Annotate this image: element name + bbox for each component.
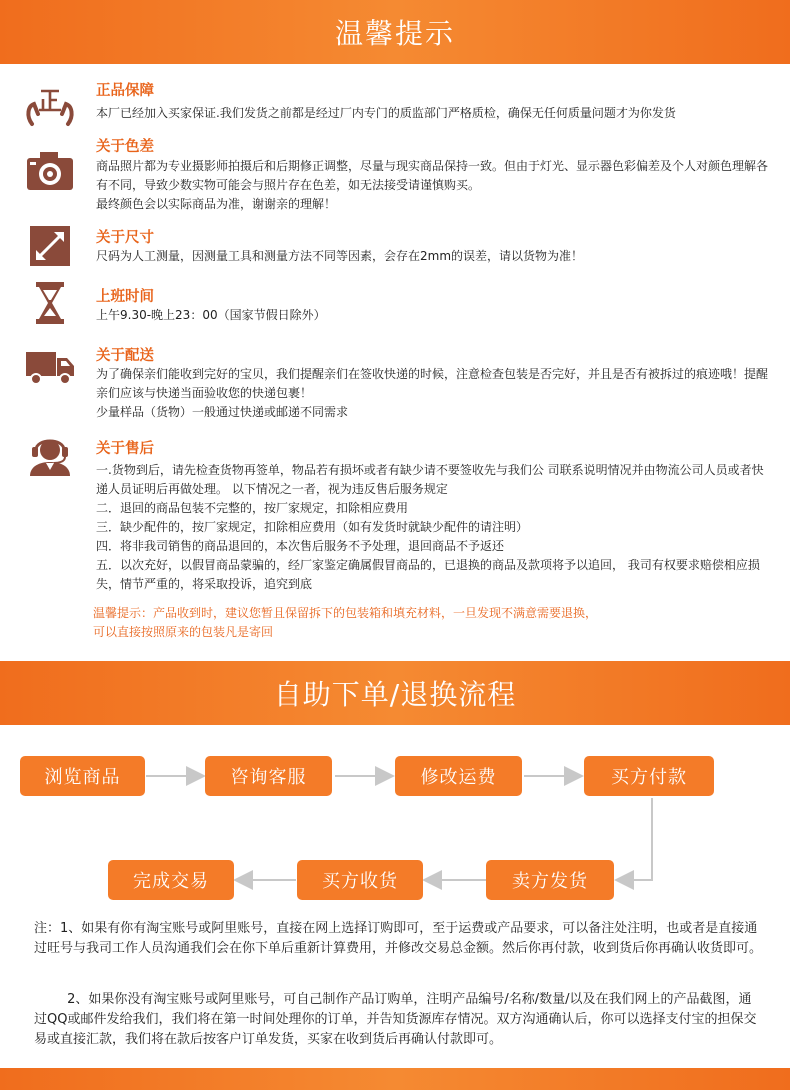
section-line: 为了确保亲们能收到完好的宝贝，我们提醒亲们在签收快递的时候，注意检查包装是否完好，并且是否有被拆过的痕迹哦！提醒亲们应该与快递当面验收您的快递包裹！: [96, 367, 769, 400]
section-line: 本厂已经加入买家保证.我们发货之前都是经过厂内专门的质监部门严格质检，确保无任何质量问题才为你发货: [96, 106, 676, 120]
section-body: [96, 365, 772, 422]
section-line: 三．缺少配件的，按厂家规定，扣除相应费用（如有发货时就缺少配件的请注明）: [96, 520, 529, 534]
section-title: 上班时间: [96, 289, 154, 305]
step-seller-ship: 卖方发货: [486, 860, 614, 900]
section-line: 一.货物到后，请先检查货物再签单，物品若有损坏或者有缺少请不要签收先与我们公 司联系说明情况并由物流公司人员或者快递人员证明后再做处理。 以下情况之一者，视为违反售后服务规定: [96, 463, 764, 496]
step-modify-shipping: 修改运费: [395, 756, 522, 796]
hourglass-icon: [24, 280, 76, 326]
section-title: 关于尺寸: [96, 230, 154, 246]
section-line: 四．将非我司销售的商品退回的，本次售后服务不予处理，退回商品不予返还: [96, 539, 505, 553]
tips-title: 温馨提示: [334, 17, 455, 50]
section-body: [96, 306, 772, 325]
note-line: 温馨提示：产品收到时，建议您暂且保留拆下的包装箱和填充材料，一旦发现不满意需要退换，: [93, 606, 598, 620]
ruler-icon: [24, 224, 76, 270]
step-buyer-receive: 买方收货: [297, 860, 423, 900]
section-line: 少量样品（货物）一般通过快递或邮递不同需求: [96, 405, 349, 419]
section-line: 上午9.30-晚上23：00（国家节假日除外）: [96, 308, 326, 322]
genuine-icon: [24, 84, 76, 130]
flow-arrow: [618, 798, 652, 880]
step-complete: 完成交易: [108, 860, 234, 900]
section-line: 二．退回的商品包装不完整的，按厂家规定，扣除相应费用: [96, 501, 409, 515]
section-line: 五．以次充好，以假冒商品蒙骗的，经厂家鉴定确属假冒商品的，已退换的商品及款项将予以追回， 我司有权要求赔偿相应损失，情节严重的，将采取投诉，追究到底: [96, 558, 760, 591]
section-title: 关于色差: [96, 139, 154, 155]
headset-icon: [24, 430, 76, 476]
warm-tip-note: [93, 604, 733, 642]
ordering-note-1: 注：1、如果有你有淘宝账号或阿里账号，直接在网上选择订购即可，至于运费或产品要求，可以备注处注明，也或者是直接通过旺号与我司工作人员沟通我们会在你下单后重新计算费用，并修改交易总金额。然后你再付款，收到货后你再确认收货即可。: [34, 921, 763, 956]
section-body: [96, 104, 772, 123]
bottom-banner: [0, 1068, 790, 1090]
section-line: 最终颜色会以实际商品为准，谢谢亲的理解！: [96, 197, 337, 211]
section-title: 正品保障: [96, 83, 154, 99]
section-title: 关于配送: [96, 348, 154, 364]
section-body: [96, 461, 772, 594]
camera-icon: [24, 148, 76, 194]
section-title: 关于售后: [96, 441, 154, 457]
section-line: 尺码为人工测量，因测量工具和测量方法不同等因素，会存在2mm的误差，请以货物为准！: [96, 249, 584, 263]
step-consult: 咨询客服: [205, 756, 332, 796]
step-buyer-pay: 买方付款: [584, 756, 714, 796]
step-browse: 浏览商品: [20, 756, 145, 796]
process-banner: [0, 661, 790, 725]
tips-banner: [0, 0, 790, 64]
section-line: 商品照片都为专业摄影师拍摄后和后期修正调整，尽量与现实商品保持一致。但由于灯光、显示器色彩偏差及个人对颜色理解各有不同，导致少数实物可能会与照片存在色差，如无法接受请谨慎购买。: [96, 159, 769, 192]
note-line: 可以直接按照原来的包装凡是寄回: [93, 625, 274, 639]
process-title: 自助下单/退换流程: [273, 678, 517, 711]
section-body: [96, 157, 772, 214]
ordering-note-2: 2、如果你没有淘宝账号或阿里账号，可自己制作产品订购单，注明产品编号/名称/数量/以及在我们网上的产品截图，通过QQ或邮件发给我们，我们将在第一时间处理你的订单，并告知货源库存情况。双方沟通确认后，你可以选择支付宝的担保交易或直接汇款，我们将在款后按客户订单发货，买家在收到货后再确认付款即可。: [34, 992, 757, 1047]
section-body: [96, 247, 772, 266]
truck-icon: [24, 344, 76, 390]
